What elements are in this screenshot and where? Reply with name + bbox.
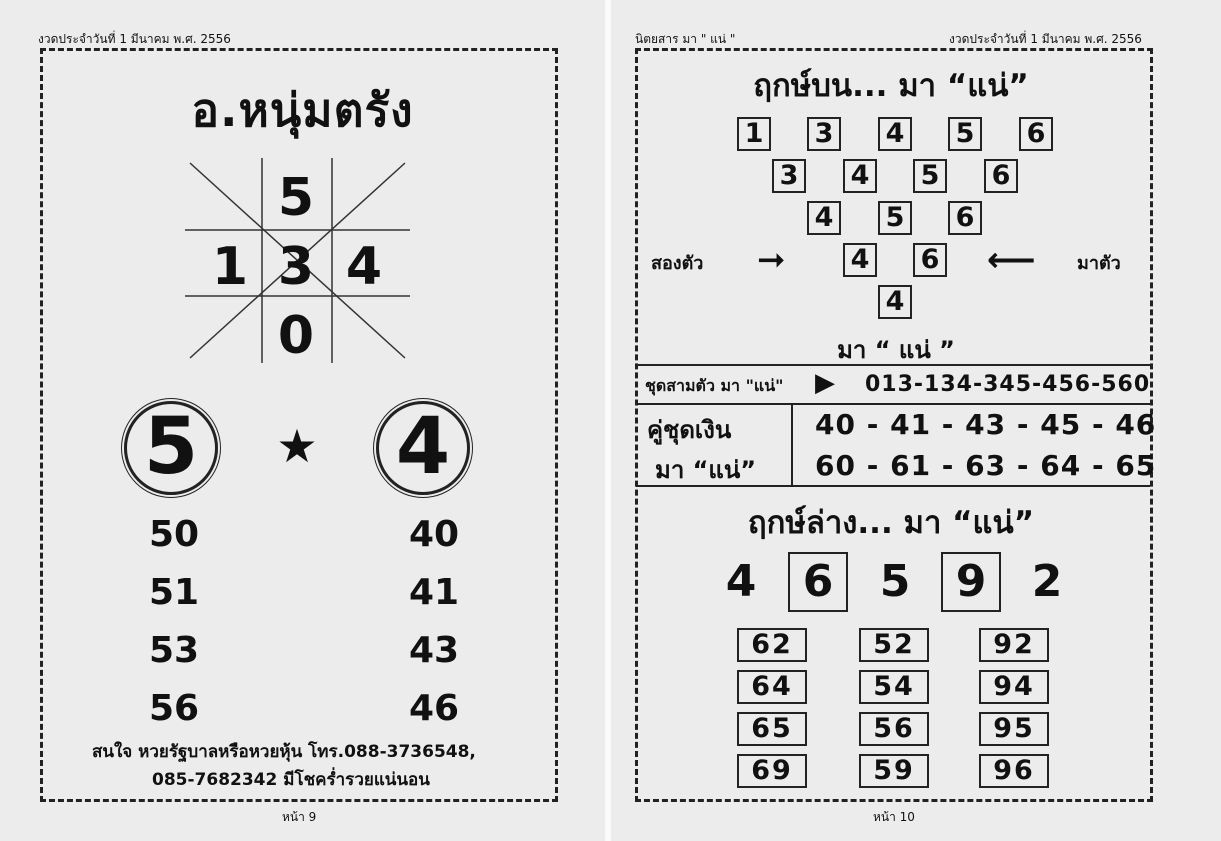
- upper-title: ฤกษ์บน... มา “แน่”: [753, 68, 1029, 104]
- magazine-name: นิตยสาร มา " แน่ ": [635, 32, 736, 46]
- pair-right-3: 43: [408, 630, 460, 671]
- grid-right-digit: 4: [345, 237, 383, 297]
- pair-box: 59: [859, 754, 929, 788]
- page-header: งวดประจำวันที่ 1 มีนาคม พ.ศ. 2556: [38, 32, 231, 46]
- triangle-digit: 4: [807, 201, 841, 235]
- ma-nae-caption: มา “ แน่ ”: [837, 336, 955, 364]
- right-page: [611, 0, 1221, 841]
- pair-left-3: 53: [148, 630, 200, 671]
- grid-bottom-digit: 0: [277, 306, 315, 366]
- page-number: หน้า 10: [873, 810, 915, 824]
- column-divider: [791, 403, 793, 485]
- pair-box: 65: [737, 712, 807, 746]
- triangle-digit: 1: [737, 117, 771, 151]
- pair-right-2: 41: [408, 572, 460, 613]
- money-label-2: มา “แน่”: [655, 456, 757, 484]
- lower-digit-boxed: 6: [788, 552, 848, 612]
- page-header: งวดประจำวันที่ 1 มีนาคม พ.ศ. 2556: [949, 32, 1142, 46]
- arrow-left-icon: ⟵: [987, 240, 1036, 280]
- grid-center-digit: 3: [277, 237, 315, 297]
- pair-left-1: 50: [148, 514, 200, 555]
- pair-box: 56: [859, 712, 929, 746]
- page-number: หน้า 9: [282, 810, 317, 824]
- contact-line-1: สนใจ หวยรัฐบาลหรือหวยหุ้น โทร.088-3736548,: [92, 742, 476, 762]
- arrow-right-icon: ➞: [757, 240, 786, 280]
- grid-top-digit: 5: [277, 168, 315, 228]
- lower-digit: 4: [725, 556, 757, 607]
- triangle-digit: 3: [807, 117, 841, 151]
- pair-left-2: 51: [148, 572, 200, 613]
- money-row-2: 60 - 61 - 63 - 64 - 65: [815, 449, 1157, 482]
- pair-box: 92: [979, 628, 1049, 662]
- triangle-digit: 6: [984, 159, 1018, 193]
- star-icon: ★: [276, 419, 318, 473]
- pair-box: 52: [859, 628, 929, 662]
- circled-digit-left: 5: [124, 401, 218, 495]
- two-digit-label: สองตัว: [651, 253, 704, 274]
- triangle-digit: 5: [878, 201, 912, 235]
- triangle-digit: 4: [878, 285, 912, 319]
- lower-digit: 5: [879, 556, 911, 607]
- triangle-digit: 4: [843, 159, 877, 193]
- come-digit-label: มาตัว: [1077, 253, 1121, 274]
- triangle-digit: 5: [913, 159, 947, 193]
- triangle-digit: 6: [913, 243, 947, 277]
- three-digit-label: ชุดสามตัว มา "แน่": [645, 376, 784, 395]
- divider: [636, 485, 1150, 487]
- divider: [636, 364, 1150, 366]
- divider: [636, 403, 1150, 405]
- pair-box: 95: [979, 712, 1049, 746]
- triangle-digit: 6: [948, 201, 982, 235]
- contact-line-2: 085-7682342 มีโชคร่ำรวยแน่นอน: [152, 770, 430, 790]
- triangle-digit: 4: [843, 243, 877, 277]
- lower-title: ฤกษ์ล่าง... มา “แน่”: [747, 505, 1035, 541]
- pair-right-4: 46: [408, 688, 460, 729]
- triangle-right-icon: ▶: [815, 368, 835, 398]
- pair-box: 62: [737, 628, 807, 662]
- pair-box: 96: [979, 754, 1049, 788]
- triangle-digit: 6: [1019, 117, 1053, 151]
- pair-box: 64: [737, 670, 807, 704]
- triangle-digit: 4: [878, 117, 912, 151]
- page-title: อ.หนุ่มตรัง: [191, 83, 414, 137]
- lower-digit-boxed: 9: [941, 552, 1001, 612]
- circled-digit-right: 4: [376, 401, 470, 495]
- pair-box: 69: [737, 754, 807, 788]
- grid-left-digit: 1: [211, 237, 249, 297]
- triangle-digit: 5: [948, 117, 982, 151]
- money-row-1: 40 - 41 - 43 - 45 - 46: [815, 408, 1157, 441]
- money-label-1: คู่ชุดเงิน: [647, 416, 732, 444]
- pair-box: 94: [979, 670, 1049, 704]
- pair-left-4: 56: [148, 688, 200, 729]
- pair-box: 54: [859, 670, 929, 704]
- left-page: [0, 0, 605, 841]
- lower-digit: 2: [1031, 556, 1063, 607]
- pair-right-1: 40: [408, 514, 460, 555]
- three-digit-numbers: 013-134-345-456-560: [865, 372, 1151, 397]
- triangle-digit: 3: [772, 159, 806, 193]
